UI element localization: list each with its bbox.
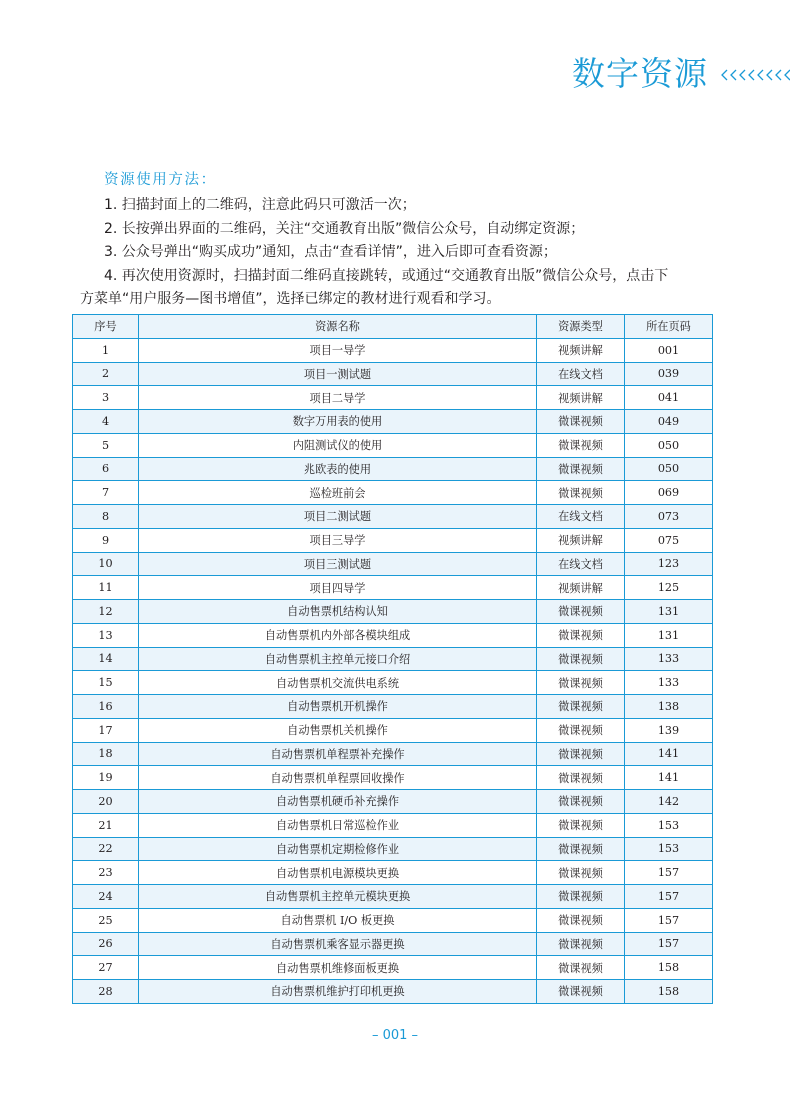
cell-page-number: 050 [625, 433, 713, 457]
cell-resource-name: 项目四导学 [139, 576, 537, 600]
cell-resource-name: 项目一测试题 [139, 362, 537, 386]
cell-page-number: 050 [625, 457, 713, 481]
table-row [73, 338, 713, 362]
cell-index: 23 [73, 861, 139, 885]
cell-index: 6 [73, 457, 139, 481]
cell-page-number: 138 [625, 695, 713, 719]
cell-resource-name: 项目一导学 [139, 338, 537, 362]
cell-page-number: 157 [625, 908, 713, 932]
instruction-step-1: 1. 扫描封面上的二维码，注意此码只可激活一次； [104, 197, 416, 213]
cell-resource-name: 项目三导学 [139, 528, 537, 552]
table-row [73, 386, 713, 410]
cell-resource-name: 自动售票机主控单元接口介绍 [139, 647, 537, 671]
cell-resource-type: 微课视频 [537, 790, 625, 814]
table-row [73, 433, 713, 457]
table-row [73, 552, 713, 576]
cell-resource-name: 自动售票机定期检修作业 [139, 837, 537, 861]
chevron-left-icon [765, 68, 774, 82]
cell-page-number: 001 [625, 338, 713, 362]
table-row [73, 623, 713, 647]
cell-resource-name: 自动售票机内外部各模块组成 [139, 623, 537, 647]
cell-index: 16 [73, 695, 139, 719]
cell-index: 21 [73, 813, 139, 837]
cell-resource-name: 自动售票机维护打印机更换 [139, 980, 537, 1004]
cell-index: 19 [73, 766, 139, 790]
cell-resource-type: 微课视频 [537, 837, 625, 861]
cell-resource-type: 微课视频 [537, 600, 625, 624]
cell-index: 11 [73, 576, 139, 600]
instructions [80, 194, 714, 312]
cell-index: 25 [73, 908, 139, 932]
cell-resource-name: 自动售票机维修面板更换 [139, 956, 537, 980]
cell-index: 20 [73, 790, 139, 814]
chevron-left-icon [720, 68, 729, 82]
instruction-step-3: 3. 公众号弹出“购买成功”通知，点击“查看详情”，进入后即可查看资源； [104, 244, 557, 261]
cell-index: 15 [73, 671, 139, 695]
cell-resource-name: 自动售票机单程票回收操作 [139, 766, 537, 790]
cell-resource-type: 微课视频 [537, 742, 625, 766]
cell-resource-name: 项目二导学 [139, 386, 537, 410]
cell-page-number: 157 [625, 861, 713, 885]
cell-resource-type: 微课视频 [537, 457, 625, 481]
table-row [73, 956, 713, 980]
table-row [73, 600, 713, 624]
page-number: – 001 – [371, 1028, 419, 1043]
header-chevrons-decoration [720, 68, 790, 84]
table-body [73, 338, 713, 1003]
cell-page-number: 142 [625, 790, 713, 814]
instruction-step-2: 2. 长按弹出界面的二维码，关注“交通教育出版”微信公众号，自动绑定资源； [104, 220, 585, 237]
cell-index: 9 [73, 528, 139, 552]
cell-resource-type: 在线文档 [537, 505, 625, 529]
cell-resource-name: 项目二测试题 [139, 505, 537, 529]
cell-page-number: 069 [625, 481, 713, 505]
cell-index: 17 [73, 718, 139, 742]
cell-index: 13 [73, 623, 139, 647]
cell-resource-type: 微课视频 [537, 718, 625, 742]
cell-page-number: 073 [625, 505, 713, 529]
chevron-left-icon [738, 68, 747, 82]
cell-page-number: 133 [625, 647, 713, 671]
table-row [73, 980, 713, 1004]
instruction-step-4: 4. 再次使用资源时，扫描封面二维码直接跳转，或通过“交通教育出版”微信公众号，点击下 [104, 267, 669, 284]
cell-index: 1 [73, 338, 139, 362]
resource-table [72, 314, 713, 1004]
cell-page-number: 049 [625, 410, 713, 434]
cell-resource-type: 微课视频 [537, 908, 625, 932]
cell-resource-type: 视频讲解 [537, 528, 625, 552]
cell-resource-name: 自动售票机结构认知 [139, 600, 537, 624]
cell-resource-name: 项目三测试题 [139, 552, 537, 576]
cell-resource-type: 微课视频 [537, 433, 625, 457]
table-row [73, 932, 713, 956]
table-header-row [73, 315, 713, 339]
table-row [73, 505, 713, 529]
cell-index: 12 [73, 600, 139, 624]
table-row [73, 362, 713, 386]
cell-index: 22 [73, 837, 139, 861]
cell-resource-name: 自动售票机乘客显示器更换 [139, 932, 537, 956]
instruction-step-4-continued: 方菜单“用户服务—图书增值”，选择已绑定的教材进行观看和学习。 [80, 291, 501, 308]
cell-resource-type: 微课视频 [537, 980, 625, 1004]
cell-page-number: 157 [625, 932, 713, 956]
table-row [73, 695, 713, 719]
cell-index: 18 [73, 742, 139, 766]
cell-resource-name: 自动售票机主控单元模块更换 [139, 885, 537, 909]
cell-resource-name: 自动售票机 I/O 板更换 [139, 908, 537, 932]
cell-index: 8 [73, 505, 139, 529]
table-row [73, 742, 713, 766]
column-header-index: 序号 [73, 315, 139, 339]
table-row [73, 457, 713, 481]
cell-resource-type: 视频讲解 [537, 386, 625, 410]
cell-index: 7 [73, 481, 139, 505]
table-row [73, 861, 713, 885]
cell-resource-name: 数字万用表的使用 [139, 410, 537, 434]
cell-page-number: 153 [625, 837, 713, 861]
cell-index: 28 [73, 980, 139, 1004]
cell-resource-type: 微课视频 [537, 766, 625, 790]
table-row [73, 671, 713, 695]
cell-page-number: 125 [625, 576, 713, 600]
table-row [73, 718, 713, 742]
cell-page-number: 039 [625, 362, 713, 386]
column-header-page: 所在页码 [625, 315, 713, 339]
section-title: 资源使用方法： [104, 172, 217, 188]
table-row [73, 528, 713, 552]
cell-page-number: 153 [625, 813, 713, 837]
table-row [73, 647, 713, 671]
chevron-left-icon [774, 68, 783, 82]
table-row [73, 790, 713, 814]
cell-resource-type: 视频讲解 [537, 576, 625, 600]
chevron-left-icon [729, 68, 738, 82]
cell-resource-name: 自动售票机硬币补充操作 [139, 790, 537, 814]
table-row [73, 576, 713, 600]
cell-resource-type: 微课视频 [537, 861, 625, 885]
cell-index: 5 [73, 433, 139, 457]
cell-resource-type: 在线文档 [537, 362, 625, 386]
cell-index: 10 [73, 552, 139, 576]
cell-resource-name: 巡检班前会 [139, 481, 537, 505]
cell-resource-type: 微课视频 [537, 671, 625, 695]
cell-resource-type: 微课视频 [537, 623, 625, 647]
cell-resource-name: 兆欧表的使用 [139, 457, 537, 481]
column-header-name: 资源名称 [139, 315, 537, 339]
cell-page-number: 158 [625, 980, 713, 1004]
table-row [73, 481, 713, 505]
cell-index: 3 [73, 386, 139, 410]
cell-resource-type: 在线文档 [537, 552, 625, 576]
cell-index: 27 [73, 956, 139, 980]
cell-index: 4 [73, 410, 139, 434]
cell-page-number: 123 [625, 552, 713, 576]
cell-index: 26 [73, 932, 139, 956]
column-header-type: 资源类型 [537, 315, 625, 339]
cell-resource-type: 微课视频 [537, 932, 625, 956]
cell-resource-name: 内阻测试仪的使用 [139, 433, 537, 457]
cell-index: 14 [73, 647, 139, 671]
cell-resource-type: 微课视频 [537, 695, 625, 719]
table-row [73, 837, 713, 861]
cell-page-number: 131 [625, 623, 713, 647]
cell-resource-type: 微课视频 [537, 647, 625, 671]
table-row [73, 410, 713, 434]
table-row [73, 813, 713, 837]
cell-resource-name: 自动售票机电源模块更换 [139, 861, 537, 885]
table-row [73, 766, 713, 790]
cell-index: 24 [73, 885, 139, 909]
cell-resource-name: 自动售票机关机操作 [139, 718, 537, 742]
cell-page-number: 157 [625, 885, 713, 909]
cell-resource-type: 微课视频 [537, 956, 625, 980]
cell-page-number: 075 [625, 528, 713, 552]
cell-index: 2 [73, 362, 139, 386]
cell-page-number: 139 [625, 718, 713, 742]
page-title: 数字资源 [572, 54, 708, 93]
cell-resource-name: 自动售票机开机操作 [139, 695, 537, 719]
chevron-left-icon [783, 68, 790, 82]
cell-page-number: 158 [625, 956, 713, 980]
table-row [73, 885, 713, 909]
cell-resource-name: 自动售票机日常巡检作业 [139, 813, 537, 837]
cell-resource-type: 微课视频 [537, 813, 625, 837]
cell-resource-type: 视频讲解 [537, 338, 625, 362]
cell-page-number: 141 [625, 766, 713, 790]
table-row [73, 908, 713, 932]
cell-resource-name: 自动售票机交流供电系统 [139, 671, 537, 695]
chevron-left-icon [756, 68, 765, 82]
cell-page-number: 133 [625, 671, 713, 695]
cell-resource-type: 微课视频 [537, 885, 625, 909]
cell-resource-name: 自动售票机单程票补充操作 [139, 742, 537, 766]
cell-page-number: 131 [625, 600, 713, 624]
cell-page-number: 141 [625, 742, 713, 766]
cell-page-number: 041 [625, 386, 713, 410]
chevron-left-icon [747, 68, 756, 82]
cell-resource-type: 微课视频 [537, 410, 625, 434]
cell-resource-type: 微课视频 [537, 481, 625, 505]
